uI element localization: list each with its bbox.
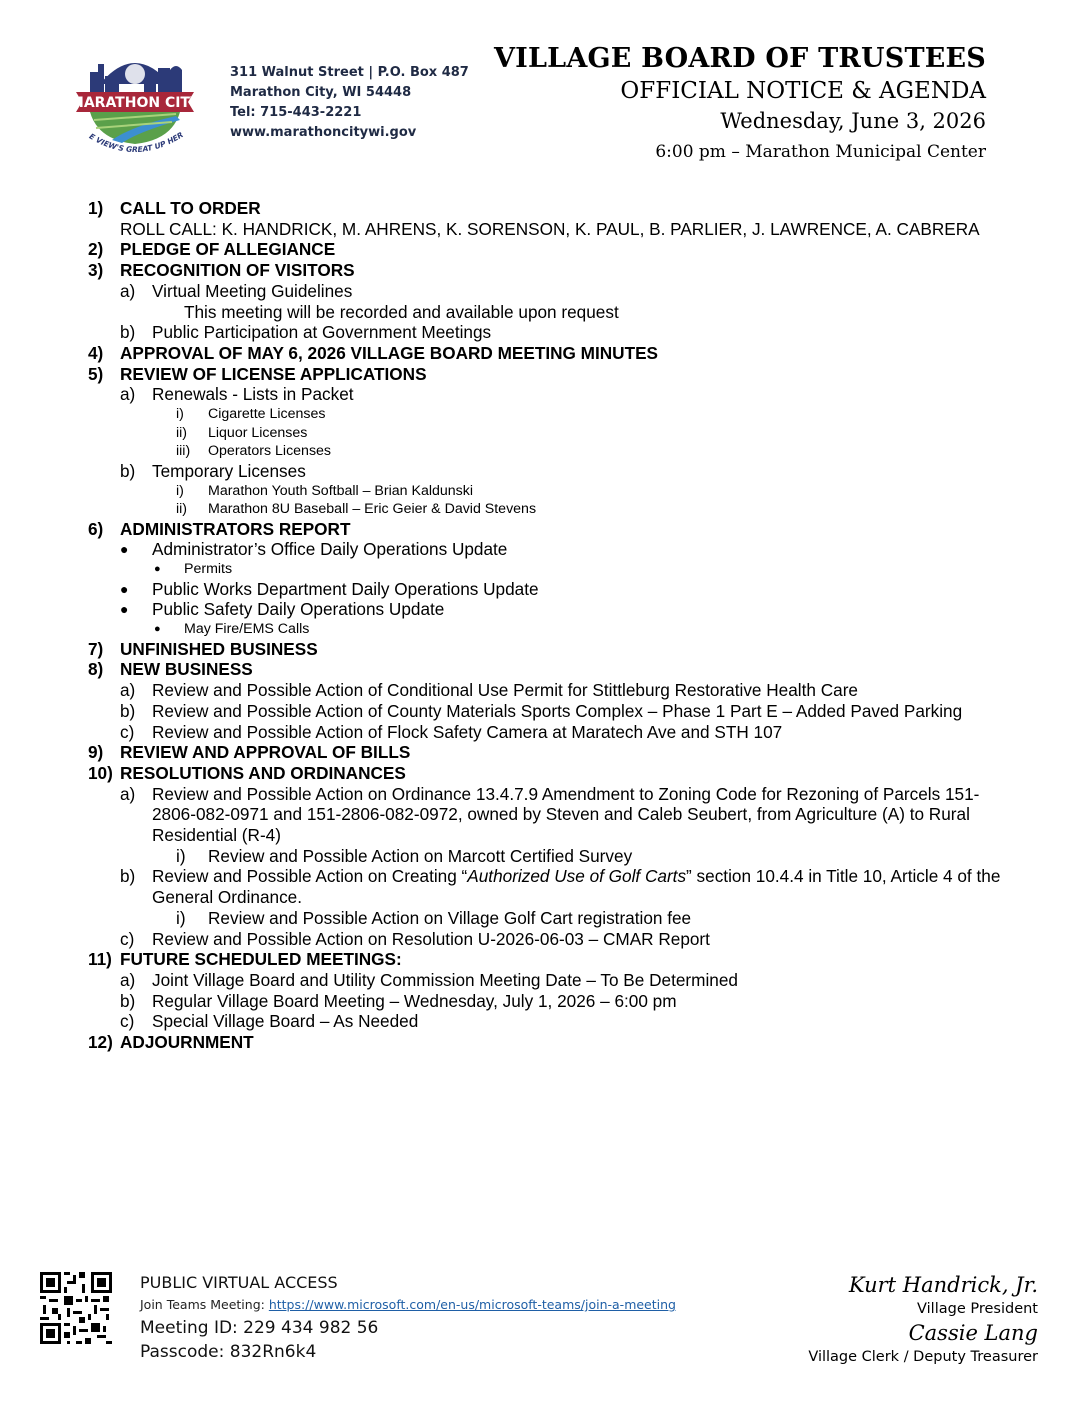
sub-item [88, 680, 1018, 701]
sub-item [88, 784, 1018, 846]
bullet-item [88, 579, 1018, 600]
access-title: PUBLIC VIRTUAL ACCESS [140, 1273, 338, 1292]
agenda-item [88, 659, 1018, 680]
sub-bullet-text: Permits [184, 561, 233, 578]
item-number: 11) [88, 949, 112, 970]
roman-marker: i) [176, 406, 184, 423]
sub-item [88, 722, 1018, 743]
join-line [140, 1294, 676, 1316]
sub-sub-item [88, 846, 1018, 867]
item-title: REVIEW AND APPROVAL OF BILLS [120, 742, 411, 763]
item-number: 1) [88, 198, 104, 218]
sub-sub-text: Marathon Youth Softball – Brian Kaldunski [208, 482, 474, 499]
sub-sub-text: Cigarette Licenses [208, 406, 326, 423]
sub-sub-text: Review and Possible Action on Marcott Certified Survey [208, 845, 633, 866]
sub-text-post: ” section 10.4.4 in Title 10, Article 4 of the General Ordinance. [152, 866, 1001, 908]
item-number: 12) [88, 1032, 113, 1053]
address-line: Marathon City, WI 54448 [230, 85, 412, 100]
sub-item [88, 281, 1018, 302]
agenda-item [88, 742, 1018, 763]
item-number: 2) [88, 239, 104, 260]
agenda-item [88, 1032, 1018, 1053]
document-subtitle: OFFICIAL NOTICE & AGENDA [620, 78, 986, 104]
item-title: REVIEW OF LICENSE APPLICATIONS [120, 363, 427, 384]
sub-marker: c) [120, 928, 135, 949]
bullet-item [88, 599, 1018, 620]
agenda-list [88, 198, 1018, 1053]
sub-item [88, 1011, 1018, 1032]
agenda-item [88, 639, 1018, 660]
sub-item [88, 866, 1018, 907]
qr-code-icon[interactable] [40, 1272, 112, 1344]
item-title: FUTURE SCHEDULED MEETINGS: [120, 949, 402, 970]
item-title: NEW BUSINESS [120, 659, 253, 680]
item-number: 4) [88, 342, 104, 363]
sub-text: Review and Possible Action on Ordinance 13.4.7.9 Amendment to Zoning Code for Rezoning of Parcels 151-2806-082-0971 and 151-2806-082-0972, owned by Steven and Caleb Seubert, from Agriculture (A) to Rural Residential (R-4) [152, 783, 980, 846]
roman-marker: i) [176, 845, 186, 866]
sub-item [88, 384, 1018, 405]
join-label: Join Teams Meeting: [140, 1297, 265, 1312]
sub-item [88, 929, 1018, 950]
sub-text: Virtual Meeting Guidelines [152, 280, 353, 301]
roman-marker: i) [176, 907, 186, 928]
address-line: Tel: 715-443-2221 [230, 105, 362, 120]
item-number: 3) [88, 260, 104, 281]
sub-marker: a) [120, 680, 136, 701]
bullet-icon: ● [120, 601, 129, 618]
sub-marker: c) [120, 1011, 135, 1032]
roman-marker: iii) [176, 443, 191, 460]
sub-text: Review and Possible Action of Conditional Use Permit for Stittleburg Restorative Health Care [152, 680, 858, 701]
bullet-text: Public Works Department Daily Operations Update [152, 578, 539, 599]
address-line: 311 Walnut Street | P.O. Box 487 [230, 65, 469, 80]
signatures [808, 1272, 1038, 1368]
item-title: ADMINISTRATORS REPORT [120, 518, 351, 539]
bullet-icon: ● [154, 563, 161, 576]
bullet-text: Administrator’s Office Daily Operations Update [152, 539, 508, 560]
item-title: UNFINISHED BUSINESS [120, 638, 318, 659]
sub-sub-text: Operators Licenses [208, 443, 332, 460]
sub-sub-item [88, 482, 1018, 501]
sub-item [88, 991, 1018, 1012]
roman-marker: ii) [176, 424, 188, 441]
bullet-icon: ● [120, 541, 129, 558]
sub-item [88, 970, 1018, 991]
agenda-item [88, 343, 1018, 364]
item-number: 10) [88, 762, 113, 783]
address-block [230, 63, 469, 143]
sub-note: This meeting will be recorded and available upon request [184, 301, 619, 322]
bullet-icon: ● [120, 580, 129, 597]
item-title: RESOLUTIONS AND ORDINANCES [120, 762, 406, 783]
sub-marker: b) [120, 866, 136, 887]
document-title: VILLAGE BOARD OF TRUSTEES [494, 43, 986, 74]
sub-marker: a) [120, 384, 136, 405]
item-number: 9) [88, 742, 104, 763]
roman-marker: ii) [176, 501, 188, 518]
agenda-item [88, 260, 1018, 281]
role-president: Village President [917, 1301, 1038, 1317]
item-title: ADJOURNMENT [120, 1032, 254, 1053]
sub-marker: c) [120, 721, 135, 742]
item-number: 8) [88, 659, 104, 680]
item-title: APPROVAL OF MAY 6, 2026 VILLAGE BOARD MEETING MINUTES [120, 342, 658, 363]
sub-marker: b) [120, 460, 136, 481]
sub-sub-text: Review and Possible Action on Village Golf Cart registration fee [208, 907, 692, 928]
logo-name: MARATHON CITY [72, 95, 198, 111]
item-number: 7) [88, 638, 104, 659]
sub-marker: a) [120, 280, 136, 301]
sub-sub-item [88, 442, 1018, 461]
sub-text: Review and Possible Action of County Materials Sports Complex – Phase 1 Part E – Added Paved Parking [152, 700, 963, 721]
join-link[interactable]: https://www.microsoft.com/en-us/microsoft-teams/join-a-meeting [268, 1297, 676, 1312]
agenda-item [88, 949, 1018, 970]
sub-text: Review and Possible Action of Flock Safety Camera at Maratech Ave and STH 107 [152, 721, 783, 742]
sub-text: Regular Village Board Meeting – Wednesday, July 1, 2026 – 6:00 pm [152, 990, 677, 1011]
item-title: PLEDGE OF ALLEGIANCE [120, 239, 336, 260]
sub-bullet-item [88, 620, 1018, 639]
sub-text: Renewals - Lists in Packet [152, 384, 354, 405]
agenda-item [88, 364, 1018, 385]
sub-sub-text: Liquor Licenses [208, 424, 308, 441]
meeting-id: Meeting ID: 229 434 982 56 [140, 1318, 379, 1338]
sub-marker: b) [120, 990, 136, 1011]
sub-marker: a) [120, 969, 136, 990]
sub-sub-item [88, 908, 1018, 929]
bullet-item [88, 539, 1018, 560]
signature-clerk: Cassie Lang [908, 1321, 1038, 1345]
roll-call: ROLL CALL: K. HANDRICK, M. AHRENS, K. SORENSON, K. PAUL, B. PARLIER, J. LAWRENCE, A. CABRERA [120, 218, 980, 239]
title-block [494, 42, 986, 166]
agenda-item [88, 519, 1018, 540]
sub-marker: b) [120, 322, 136, 343]
bullet-icon: ● [154, 623, 161, 636]
footer [40, 1272, 1050, 1365]
village-logo [72, 44, 198, 156]
role-clerk: Village Clerk / Deputy Treasurer [808, 1349, 1038, 1365]
sub-sub-item [88, 424, 1018, 443]
sub-sub-item [88, 405, 1018, 424]
sub-text: Public Participation at Government Meetings [152, 322, 492, 343]
sub-text: Review and Possible Action on Resolution U-2026-06-03 – CMAR Report [152, 928, 710, 949]
sub-item [88, 322, 1018, 343]
website[interactable]: www.marathoncitywi.gov [230, 125, 417, 140]
item-title: CALL TO ORDER [120, 198, 261, 218]
item-number: 6) [88, 518, 104, 539]
roman-marker: i) [176, 482, 184, 499]
signature-president: Kurt Handrick, Jr. [848, 1273, 1038, 1297]
sub-sub-text: Marathon 8U Baseball – Eric Geier & David Stevens [208, 501, 537, 518]
sub-item [88, 701, 1018, 722]
sub-bullet-text: May Fire/EMS Calls [184, 621, 310, 638]
sub-item [88, 461, 1018, 482]
agenda-item [88, 239, 1018, 260]
bullet-text: Public Safety Daily Operations Update [152, 599, 445, 620]
sub-marker: a) [120, 783, 136, 804]
agenda-item [88, 763, 1018, 784]
virtual-access [140, 1272, 676, 1364]
sub-text: Temporary Licenses [152, 460, 306, 481]
agenda-item [88, 198, 1018, 239]
sub-bullet-item [88, 560, 1018, 579]
sub-marker: b) [120, 700, 136, 721]
sub-text-emphasis: Authorized Use of Golf Carts [467, 866, 687, 887]
sub-text: Special Village Board – As Needed [152, 1011, 419, 1032]
meeting-date: Wednesday, June 3, 2026 [720, 109, 986, 133]
sub-sub-item [88, 500, 1018, 519]
item-title: RECOGNITION OF VISITORS [120, 260, 355, 281]
sub-text: Joint Village Board and Utility Commission Meeting Date – To Be Determined [152, 969, 738, 990]
passcode: Passcode: 832Rn6k4 [140, 1342, 317, 1362]
meeting-time-place: 6:00 pm – Marathon Municipal Center [655, 142, 986, 162]
item-number: 5) [88, 363, 104, 384]
sub-text-pre: Review and Possible Action on Creating “ [152, 866, 468, 887]
logo-tagline: E VIEW'S GREAT UP HER [87, 130, 185, 155]
